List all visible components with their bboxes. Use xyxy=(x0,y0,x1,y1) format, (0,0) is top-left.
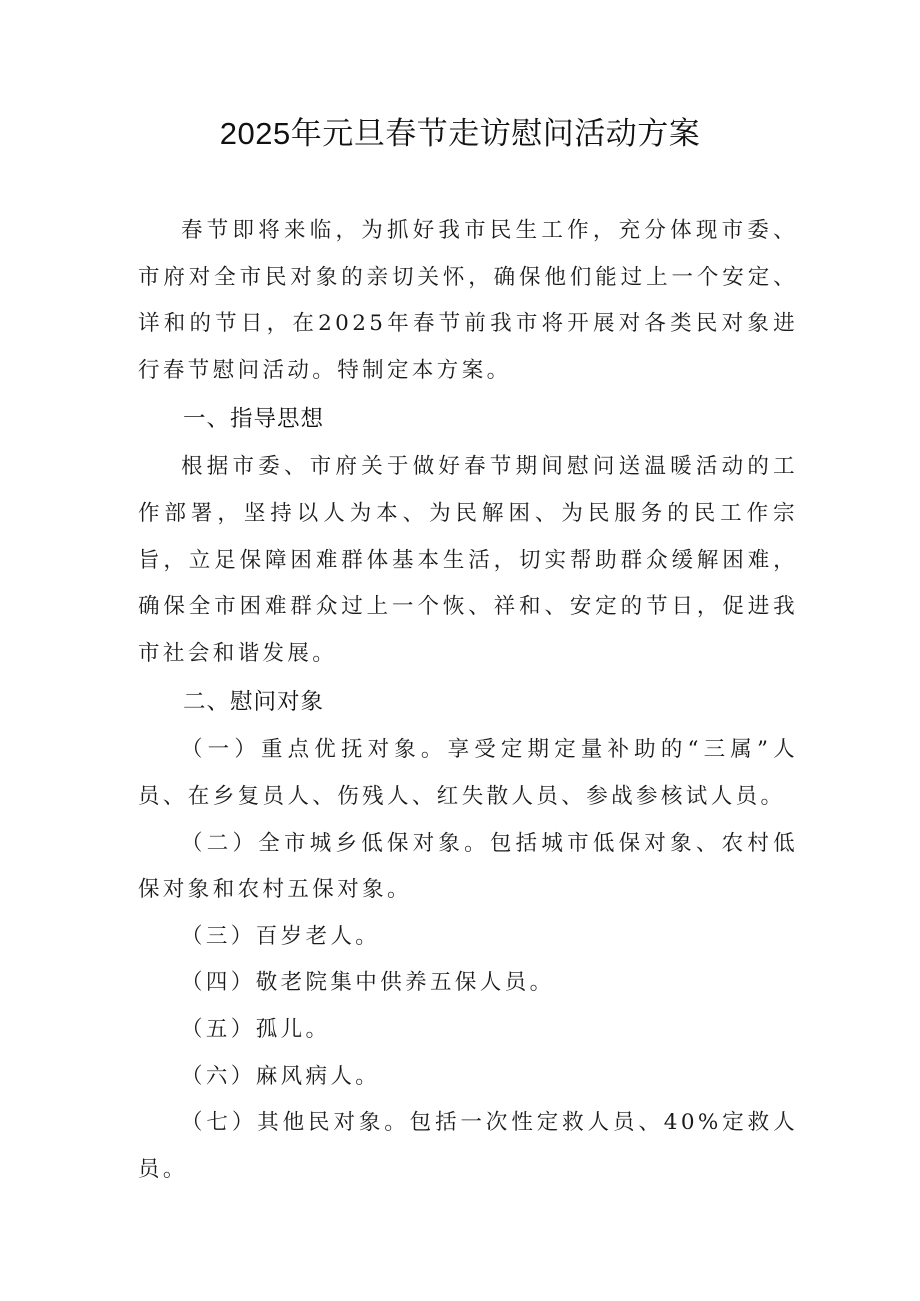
recipient-item: （一）重点优抚对象。享受定期定量补助的“三属”人员、在乡复员人、伤残人、红失散人员、参战参核试人员。 xyxy=(138,737,798,809)
recipient-item: （五）孤儿。 xyxy=(181,1016,331,1042)
document-body xyxy=(138,208,798,1193)
recipient-item: （六）麻风病人。 xyxy=(181,1063,381,1089)
section-heading-recipients: 二、慰问对象 xyxy=(183,689,325,716)
section-heading-guiding-ideology: 一、指导思想 xyxy=(183,406,325,433)
guiding-ideology-paragraph: 根据市委、市府关于做好春节期间慰问送温暖活动的工作部署，坚持以人为本、为民解困、为民服务的民工作宗旨，立足保障困难群体基本生活，切实帮助群众缓解困难，确保全市困难群众过上一个恢、祥和、安定的节日，促进我市社会和谐发展。 xyxy=(138,454,798,666)
recipient-item: （三）百岁老人。 xyxy=(181,923,381,949)
recipient-item: （七）其他民对象。包括一次性定救人员、40%定救人员。 xyxy=(138,1110,798,1182)
recipient-item: （四）敬老院集中供养五保人员。 xyxy=(181,970,555,996)
intro-paragraph: 春节即将来临，为抓好我市民生工作，充分体现市委、市府对全市民对象的亲切关怀，确保他们能过上一个安定、详和的节日，在2025年春节前我市将开展对各类民对象进行春节慰问活动。特制定本方案。 xyxy=(138,218,798,383)
recipient-item: （二）全市城乡低保对象。包括城市低保对象、农村低保对象和农村五保对象。 xyxy=(138,830,798,903)
document-title: 2025年元旦春节走访慰问活动方案 xyxy=(219,116,701,151)
